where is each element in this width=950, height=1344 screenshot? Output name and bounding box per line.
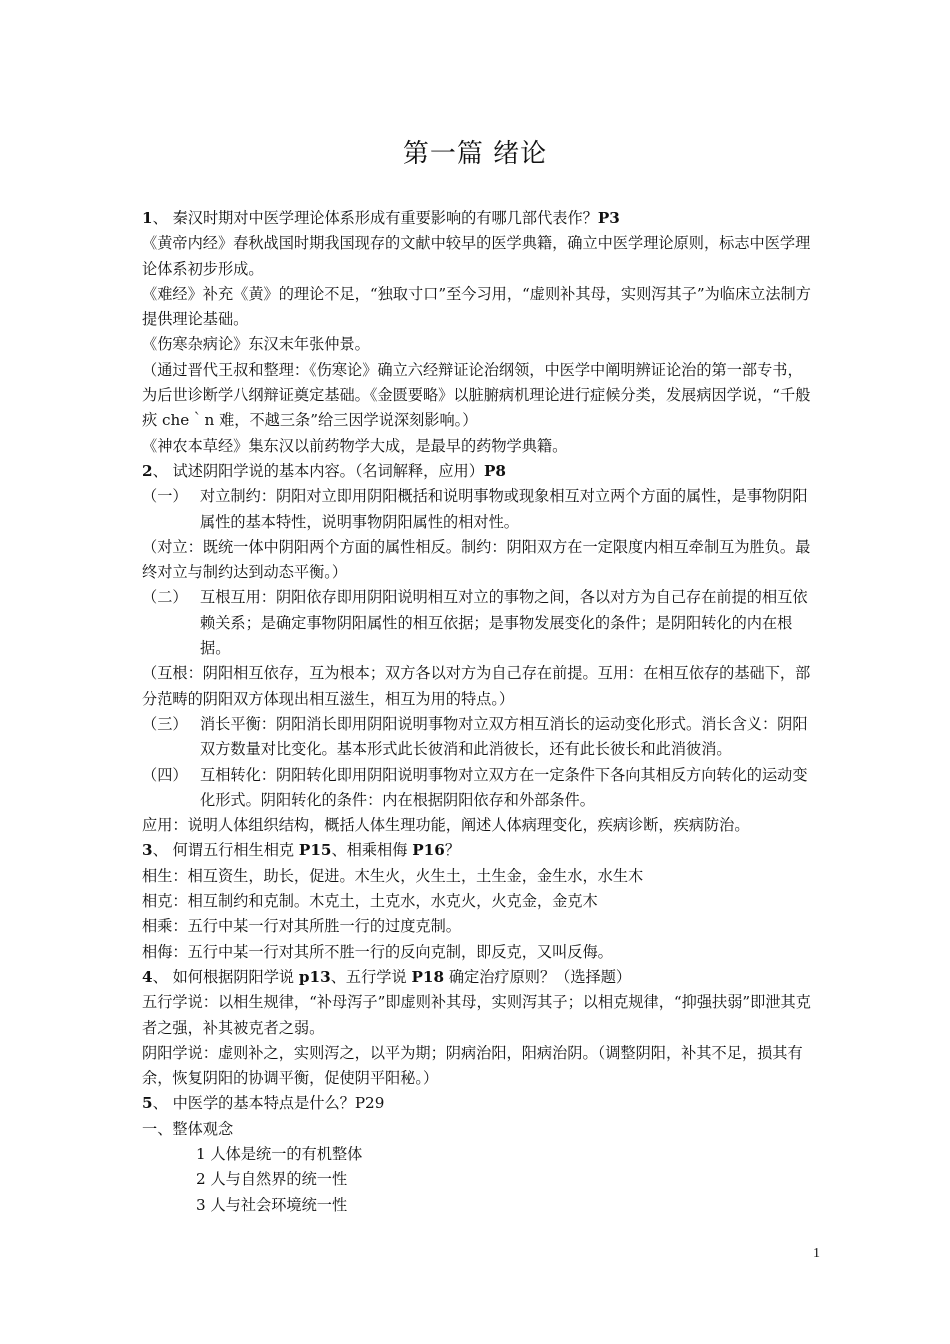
sub-item: 3 人与社会环境统一性	[196, 1195, 348, 1214]
document-body	[142, 206, 812, 1218]
page-reference: p13	[298, 967, 331, 986]
paragraph: 《神农本草经》集东汉以前药物学大成，是最早的药物学典籍。	[142, 436, 568, 455]
item-text: 消长平衡：阴阳消长即用阴阳说明事物对立双方相互消长的运动变化形式。消长含义：阴阳双方数量对比变化。基本形式此长彼消和此消彼长，还有此长彼长和此消彼消。	[200, 714, 808, 759]
list-item	[142, 484, 812, 535]
item-text: 互根互用：阴阳依存即用阴阳说明相互对立的事物之间，各以对方为自己存在前提的相互依赖关系；是确定事物阴阳属性的相互依据；是事物发展变化的条件；是阴阳转化的内在根据。	[200, 588, 808, 658]
question-3	[142, 838, 812, 863]
item-label: （一）	[142, 487, 188, 506]
page-number: 1	[813, 1246, 820, 1261]
item-text: 互相转化：阴阳转化即用阴阳说明事物对立双方在一定条件下各向其相反方向转化的运动变化形式。阴阳转化的条件：内在根据阴阳依存和外部条件。	[200, 765, 808, 809]
question-text: ？	[444, 841, 460, 860]
paragraph: 相侮：五行中某一行对其所不胜一行的反向克制，即反克，又叫反侮。	[142, 942, 613, 961]
sub-item: 1 人体是统一的有机整体	[196, 1144, 363, 1163]
paragraph: 相克：相互制约和克制。木克土，土克水，水克火，火克金，金克木	[142, 892, 598, 911]
question-text: 、 秦汉时期对中医学理论体系形成有重要影响的有哪几部代表作？	[152, 209, 598, 227]
question-5	[142, 1091, 812, 1116]
paragraph: 应用：说明人体组织结构，概括人体生理功能，阐述人体病理变化，疾病诊断，疾病防治。	[142, 816, 750, 835]
question-text: 、相乘相侮	[331, 841, 413, 860]
note: （对立：既统一体中阴阳两个方面的属性相反。制约：阴阳双方在一定限度内相互牵制互为胜负。最终对立与制约达到动态平衡。）	[142, 537, 811, 582]
question-text: 确定治疗原则？（选择题）	[444, 967, 632, 986]
page-reference: P8	[483, 461, 506, 480]
paragraph: （通过晋代王叔和整理：《伤寒论》确立六经辩证论治纲领，中医学中阐明辨证论治的第一部专书，为后世诊断学八纲辩证奠定基础。《金匮要略》以脏腑病机理论进行症候分类，发展病因学说，“千般疢 che｀n 难，不越三条”给三因学说深刻影响。）	[142, 360, 811, 430]
paragraph: 五行学说：以相生规律，“补母泻子”即虚则补其母，实则泻其子；以相克规律，“抑强扶弱”即泄其克者之强，补其被克者之弱。	[142, 993, 811, 1037]
question-text: 、五行学说	[330, 967, 412, 986]
note: （互根：阴阳相互依存，互为根本；双方各以对方为自己存在前提。互用：在相互依存的基础下，部分范畴的阴阳双方体现出相互滋生，相互为用的特点。）	[142, 664, 811, 708]
page-reference: P16	[412, 841, 445, 860]
question-text: 、 试述阴阳学说的基本内容。（名词解释，应用）	[152, 461, 484, 480]
question-2	[142, 459, 812, 484]
page-reference: P15	[298, 841, 332, 860]
paragraph: 阴阳学说：虚则补之，实则泻之，以平为期；阴病治阳，阳病治阴。（调整阴阳，补其不足，损其有余，恢复阴阳的协调平衡，促使阴平阳秘。）	[142, 1043, 803, 1088]
list-item	[142, 763, 812, 814]
section-heading: 一、整体观念	[142, 1119, 234, 1138]
question-1	[142, 206, 812, 231]
list-item	[142, 585, 812, 661]
question-number: 2	[142, 461, 153, 480]
list-item	[142, 712, 812, 763]
sub-item: 2 人与自然界的统一性	[196, 1170, 348, 1189]
page-reference: P18	[411, 967, 445, 986]
item-label: （三）	[142, 714, 188, 733]
page-title: 第一篇 绪论	[402, 139, 548, 169]
paragraph: 相生：相互资生，助长，促进。木生火，火生土，土生金，金生水，水生木	[142, 866, 644, 885]
paragraph: 《伤寒杂病论》东汉末年张仲景。	[142, 335, 370, 354]
paragraph: 相乘：五行中某一行对其所胜一行的过度克制。	[142, 917, 461, 936]
question-text: 、 中医学的基本特点是什么？P29	[152, 1094, 385, 1113]
item-label: （四）	[142, 765, 188, 784]
question-number: 4	[142, 967, 153, 986]
question-4	[142, 965, 812, 990]
question-number: 1	[142, 209, 153, 227]
item-label: （二）	[142, 588, 188, 607]
paragraph: 《难经》补充《黄》的理论不足，“独取寸口”至今习用，“虚则补其母，实则泻其子”为临床立法制方提供理论基础。	[142, 284, 811, 329]
question-text: 、 何谓五行相生相克	[152, 841, 299, 860]
question-text: 、 如何根据阴阳学说	[152, 967, 299, 986]
paragraph: 《黄帝内经》春秋战国时期我国现存的文献中较早的医学典籍，确立中医学理论原则，标志中医学理论体系初步形成。	[142, 234, 811, 278]
question-number: 5	[142, 1094, 153, 1113]
item-text: 对立制约：阴阳对立即用阴阳概括和说明事物或现象相互对立两个方面的属性，是事物阴阳属性的基本特性，说明事物阴阳属性的相对性。	[200, 487, 808, 531]
page-reference: P3	[597, 209, 620, 227]
question-number: 3	[142, 841, 153, 860]
